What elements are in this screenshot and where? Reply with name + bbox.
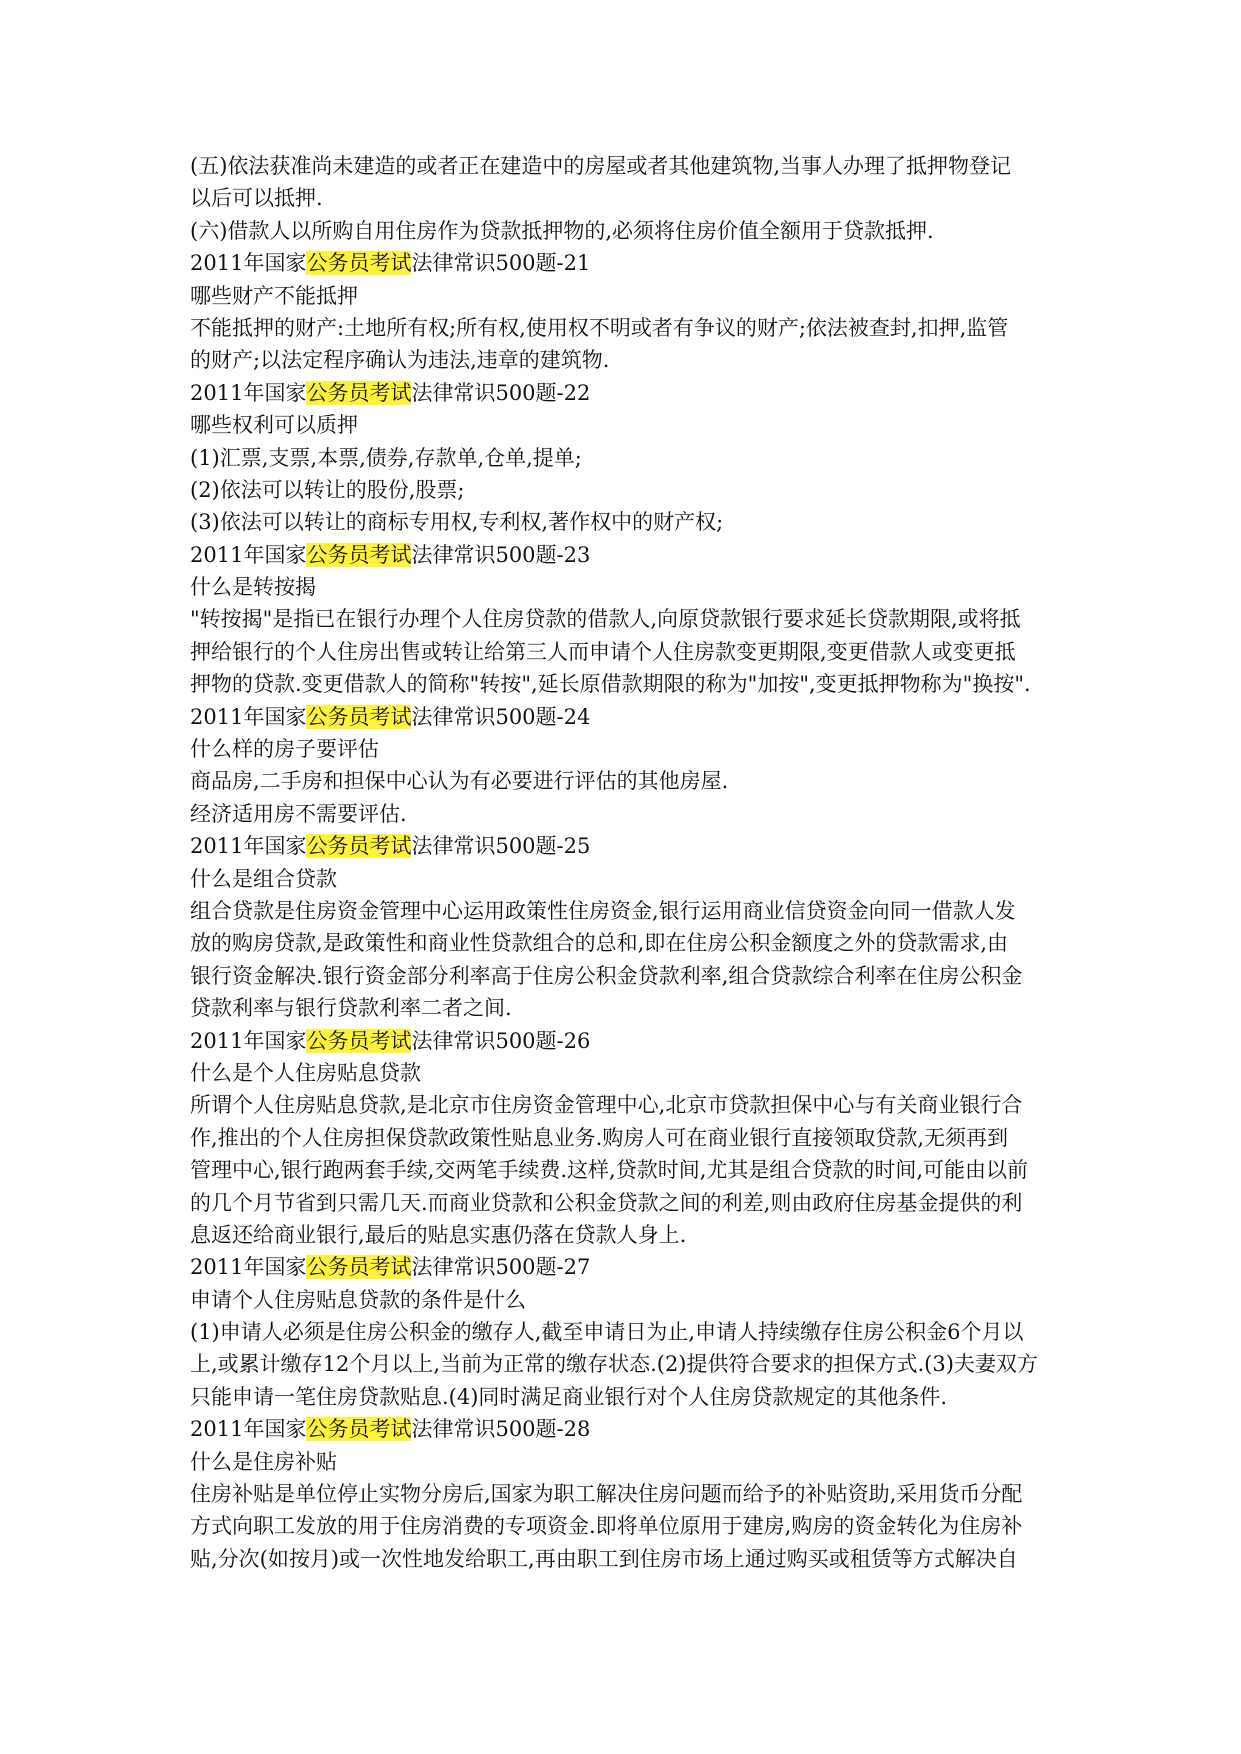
line-text: 2011年国家 [190, 1255, 307, 1280]
line-text: 什么是转按揭 [190, 575, 316, 600]
highlighted-keyword: 公务员考试 [306, 1417, 412, 1442]
section-heading [190, 1413, 1060, 1445]
line-text: 所谓个人住房贴息贷款,是北京市住房资金管理中心,北京市贷款担保中心与有关商业银行合 [190, 1093, 1023, 1118]
line-text-suffix: 法律常识500题-28 [411, 1417, 591, 1442]
line-text: 哪些权利可以质押 [190, 413, 358, 438]
text-line [190, 1543, 1060, 1575]
line-text: 贷款利率与银行贷款利率二者之间. [190, 996, 512, 1021]
line-text: 2011年国家 [190, 704, 307, 729]
text-line [190, 733, 1060, 765]
highlighted-keyword: 公务员考试 [306, 542, 412, 567]
text-line [190, 182, 1060, 214]
line-text: 住房补贴是单位停止实物分房后,国家为职工解决住房问题而给予的补贴资助,采用货币分配 [190, 1482, 1023, 1507]
line-text: 什么是住房补贴 [190, 1449, 337, 1474]
line-text: 押物的贷款.变更借款人的简称"转按",延长原借款期限的称为"加按",变更抵押物称为"换按". [190, 672, 1031, 697]
text-line [190, 312, 1060, 344]
line-text: 以后可以抵押. [190, 186, 323, 211]
text-line [190, 927, 1060, 959]
text-line [190, 344, 1060, 376]
line-text: 上,或累计缴存12个月以上,当前为正常的缴存状态.(2)提供符合要求的担保方式.(3)夫妻双方 [190, 1352, 1038, 1377]
text-line [190, 960, 1060, 992]
line-text: 什么是个人住房贴息贷款 [190, 1060, 421, 1085]
line-text: 哪些财产不能抵押 [190, 283, 358, 308]
text-line [190, 1316, 1060, 1348]
line-text: 2011年国家 [190, 542, 307, 567]
line-text: (1)汇票,支票,本票,债券,存款单,仓单,提单; [190, 445, 582, 470]
line-text: 2011年国家 [190, 380, 307, 405]
highlighted-keyword: 公务员考试 [306, 1255, 412, 1280]
text-line [190, 1348, 1060, 1380]
line-text: 2011年国家 [190, 1028, 307, 1053]
section-heading [190, 247, 1060, 279]
text-line [190, 636, 1060, 668]
line-text-suffix: 法律常识500题-21 [411, 251, 591, 276]
line-text: (六)借款人以所购自用住房作为贷款抵押物的,必须将住房价值全额用于贷款抵押. [190, 218, 934, 243]
text-line [190, 474, 1060, 506]
section-heading [190, 539, 1060, 571]
text-line [190, 1089, 1060, 1121]
line-text-suffix: 法律常识500题-22 [411, 380, 591, 405]
text-line [190, 1122, 1060, 1154]
highlighted-keyword: 公务员考试 [306, 380, 412, 405]
line-text-suffix: 法律常识500题-25 [411, 834, 591, 859]
line-text: (2)依法可以转让的股份,股票; [190, 477, 465, 502]
section-heading [190, 830, 1060, 862]
line-text: 不能抵押的财产:土地所有权;所有权,使用权不明或者有争议的财产;依法被查封,扣押,监管 [190, 315, 1009, 340]
text-line [190, 280, 1060, 312]
text-line [190, 1187, 1060, 1219]
highlighted-keyword: 公务员考试 [306, 1028, 412, 1053]
line-text-suffix: 法律常识500题-27 [411, 1255, 591, 1280]
section-heading [190, 1251, 1060, 1283]
line-text: 什么是组合贷款 [190, 866, 337, 891]
line-text: 的几个月节省到只需几天.而商业贷款和公积金贷款之间的利差,则由政府住房基金提供的利 [190, 1190, 1023, 1215]
section-heading [190, 1025, 1060, 1057]
section-heading [190, 701, 1060, 733]
text-line [190, 1381, 1060, 1413]
line-text: 放的购房贷款,是政策性和商业性贷款组合的总和,即在住房公积金额度之外的贷款需求,由 [190, 931, 1009, 956]
line-text-suffix: 法律常识500题-24 [411, 704, 591, 729]
line-text: 2011年国家 [190, 251, 307, 276]
text-line [190, 1284, 1060, 1316]
line-text: 押给银行的个人住房出售或转让给第三人而申请个人住房款变更期限,变更借款人或变更抵 [190, 639, 1016, 664]
text-line [190, 506, 1060, 538]
text-line [190, 150, 1060, 182]
text-line [190, 1510, 1060, 1542]
line-text: (1)申请人必须是住房公积金的缴存人,截至申请日为止,申请人持续缴存住房公积金6个月以 [190, 1320, 1024, 1345]
line-text: 作,推出的个人住房担保贷款政策性贴息业务.购房人可在商业银行直接领取贷款,无须再到 [190, 1125, 1009, 1150]
text-line [190, 409, 1060, 441]
highlighted-keyword: 公务员考试 [306, 251, 412, 276]
text-line [190, 895, 1060, 927]
text-line [190, 1057, 1060, 1089]
line-text: 贴,分次(如按月)或一次性地发给职工,再由职工到住房市场上通过购买或租赁等方式解决自 [190, 1546, 1018, 1571]
text-line [190, 1154, 1060, 1186]
document-body [190, 150, 1060, 1575]
line-text: "转按揭"是指已在银行办理个人住房贷款的借款人,向原贷款银行要求延长贷款期限,或将抵 [190, 607, 1021, 632]
line-text: 息返还给商业银行,最后的贴息实惠仍落在贷款人身上. [190, 1222, 687, 1247]
text-line [190, 603, 1060, 635]
line-text: 商品房,二手房和担保中心认为有必要进行评估的其他房屋. [190, 769, 729, 794]
text-line [190, 1478, 1060, 1510]
line-text: 的财产;以法定程序确认为违法,违章的建筑物. [190, 348, 610, 373]
line-text: 经济适用房不需要评估. [190, 801, 407, 826]
line-text: 什么样的房子要评估 [190, 737, 379, 762]
text-line [190, 668, 1060, 700]
line-text: 申请个人住房贴息贷款的条件是什么 [190, 1287, 526, 1312]
text-line [190, 992, 1060, 1024]
highlighted-keyword: 公务员考试 [306, 834, 412, 859]
text-line [190, 442, 1060, 474]
line-text: 2011年国家 [190, 834, 307, 859]
line-text-suffix: 法律常识500题-23 [411, 542, 591, 567]
line-text-suffix: 法律常识500题-26 [411, 1028, 591, 1053]
text-line [190, 798, 1060, 830]
line-text: (3)依法可以转让的商标专用权,专利权,著作权中的财产权; [190, 510, 724, 535]
line-text: 只能申请一笔住房贷款贴息.(4)同时满足商业银行对个人住房贷款规定的其他条件. [190, 1384, 948, 1409]
text-line [190, 765, 1060, 797]
text-line [190, 863, 1060, 895]
line-text: 管理中心,银行跑两套手续,交两笔手续费.这样,贷款时间,尤其是组合贷款的时间,可能由以前 [190, 1158, 1029, 1183]
line-text: 银行资金解决.银行资金部分利率高于住房公积金贷款利率,组合贷款综合利率在住房公积金 [190, 963, 1023, 988]
text-line [190, 571, 1060, 603]
section-heading [190, 377, 1060, 409]
text-line [190, 215, 1060, 247]
text-line [190, 1219, 1060, 1251]
text-line [190, 1446, 1060, 1478]
line-text: 组合贷款是住房资金管理中心运用政策性住房资金,银行运用商业信贷资金向同一借款人发 [190, 898, 1016, 923]
line-text: 方式向职工发放的用于住房消费的专项资金.即将单位原用于建房,购房的资金转化为住房补 [190, 1514, 1023, 1539]
line-text: (五)依法获准尚未建造的或者正在建造中的房屋或者其他建筑物,当事人办理了抵押物登记 [190, 154, 1012, 178]
highlighted-keyword: 公务员考试 [306, 704, 412, 729]
line-text: 2011年国家 [190, 1417, 307, 1442]
